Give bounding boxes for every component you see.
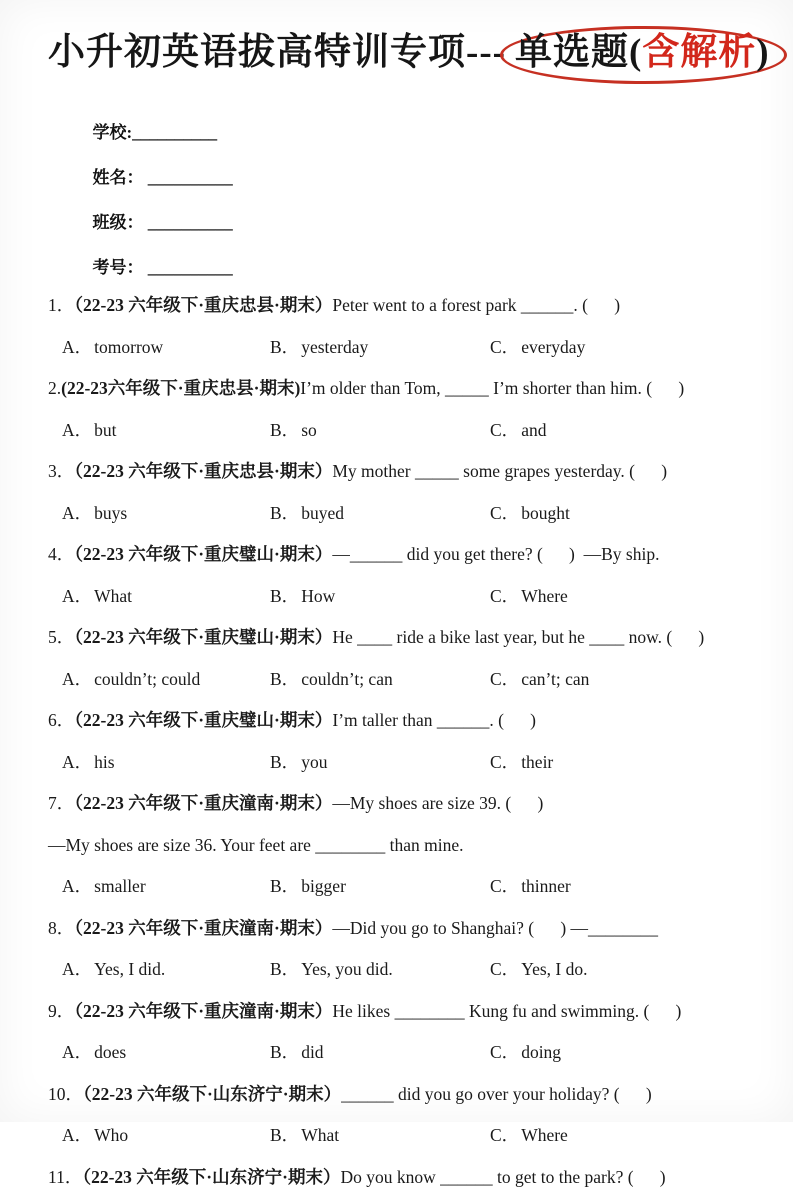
option-text: bought bbox=[521, 502, 570, 523]
options-row bbox=[48, 1041, 751, 1063]
option-letter: C． bbox=[490, 1042, 520, 1063]
question-source: （22-23 六年级下·重庆潼南·期末） bbox=[74, 793, 333, 814]
question-text: I’m taller than ______. ( ) bbox=[332, 710, 537, 731]
question-list bbox=[48, 294, 751, 1188]
question-text: My mother _____ some grapes yesterday. ( ) bbox=[332, 461, 668, 482]
option-text: Yes, you did. bbox=[301, 959, 393, 980]
options-row bbox=[48, 585, 751, 607]
option-letter: B． bbox=[270, 876, 300, 897]
question-line bbox=[48, 792, 751, 814]
question-block bbox=[48, 709, 751, 773]
option-text: buys bbox=[94, 502, 128, 523]
question-source: （22-23 六年级下·山东济宁·期末） bbox=[83, 1083, 342, 1104]
question-source: （22-23 六年级下·重庆忠县·期末） bbox=[74, 461, 333, 482]
info-field bbox=[93, 123, 218, 142]
option-letter: C． bbox=[490, 876, 520, 897]
question-line bbox=[48, 917, 751, 939]
info-field-label: 考号： bbox=[92, 258, 144, 278]
option-letter: A． bbox=[62, 585, 93, 606]
option bbox=[62, 1041, 270, 1063]
options-row bbox=[48, 751, 751, 773]
info-field-label: 学校: bbox=[92, 123, 133, 143]
question-block bbox=[48, 543, 751, 607]
info-field-blank: __________ bbox=[132, 123, 218, 143]
option bbox=[62, 336, 270, 358]
option-letter: B． bbox=[270, 751, 300, 772]
option bbox=[270, 668, 490, 690]
question-number: 6． bbox=[48, 710, 75, 731]
question-source: （22-23 六年级下·重庆忠县·期末） bbox=[74, 295, 333, 316]
question-text: He ____ ride a bike last year, but he ____ now. ( ) bbox=[332, 627, 705, 648]
title-red-ellipse bbox=[500, 26, 787, 84]
question-number: 9． bbox=[48, 1000, 75, 1021]
option-letter: C． bbox=[490, 502, 520, 523]
question-line bbox=[48, 543, 751, 565]
option-letter: B． bbox=[270, 1125, 300, 1146]
option-letter: A． bbox=[62, 1042, 93, 1063]
option-text: yesterday bbox=[301, 336, 369, 357]
option-text: tomorrow bbox=[94, 336, 164, 357]
option-text: can’t; can bbox=[521, 668, 590, 689]
option-text: their bbox=[521, 751, 554, 772]
option-text: What bbox=[301, 1125, 340, 1146]
option-letter: A． bbox=[62, 1125, 93, 1146]
option-text: his bbox=[94, 751, 115, 772]
option-letter: C． bbox=[490, 419, 520, 440]
option-text: couldn’t; could bbox=[94, 668, 201, 689]
option-text: What bbox=[94, 585, 133, 606]
options-row bbox=[48, 336, 751, 358]
option-letter: B． bbox=[270, 585, 300, 606]
option-letter: B． bbox=[270, 959, 300, 980]
option bbox=[490, 1041, 751, 1063]
option-text: Who bbox=[94, 1125, 129, 1146]
info-field bbox=[93, 258, 233, 277]
option-letter: C． bbox=[490, 336, 520, 357]
question-line bbox=[48, 1083, 751, 1105]
question-number: 5． bbox=[48, 627, 75, 648]
question-number: 7． bbox=[48, 793, 75, 814]
options-row bbox=[48, 502, 751, 524]
question-number: 4． bbox=[48, 544, 75, 565]
question-number: 3． bbox=[48, 461, 75, 482]
question-source: （22-23 六年级下·重庆璧山·期末） bbox=[74, 710, 333, 731]
option-text: Yes, I did. bbox=[94, 959, 166, 980]
option bbox=[270, 502, 490, 524]
option-letter: C． bbox=[490, 751, 520, 772]
info-field-label: 班级： bbox=[92, 213, 144, 233]
option bbox=[270, 958, 490, 980]
question-block bbox=[48, 460, 751, 524]
option-letter: C． bbox=[490, 668, 520, 689]
question-block bbox=[48, 1166, 751, 1188]
option-letter: C． bbox=[490, 1125, 520, 1146]
option-text: How bbox=[301, 585, 336, 606]
question-source: （22-23 六年级下·重庆潼南·期末） bbox=[74, 917, 333, 938]
option bbox=[490, 875, 751, 897]
options-row bbox=[48, 958, 751, 980]
question-number: 10． bbox=[48, 1083, 83, 1104]
options-row bbox=[48, 1124, 751, 1146]
title-circled-red-text: 含解析 bbox=[642, 32, 757, 73]
option bbox=[490, 336, 751, 358]
question-source: （22-23 六年级下·重庆潼南·期末） bbox=[74, 1000, 333, 1021]
option-text: so bbox=[301, 419, 317, 440]
question-line bbox=[48, 1166, 751, 1188]
option-letter: A． bbox=[62, 419, 93, 440]
question-block bbox=[48, 792, 751, 897]
option bbox=[270, 336, 490, 358]
question-line bbox=[48, 294, 751, 316]
option bbox=[270, 419, 490, 441]
option-text: Where bbox=[521, 585, 568, 606]
options-row bbox=[48, 668, 751, 690]
option-text: Where bbox=[521, 1125, 568, 1146]
option bbox=[62, 668, 270, 690]
option bbox=[270, 1124, 490, 1146]
option bbox=[62, 751, 270, 773]
question-text: —Did you go to Shanghai? ( ) —________ bbox=[332, 917, 659, 938]
question-text: Peter went to a forest park ______. ( ) bbox=[332, 295, 621, 316]
option-text: does bbox=[94, 1042, 127, 1063]
question-text: I’m older than Tom, _____ I’m shorter than him. ( ) bbox=[300, 378, 685, 399]
option-letter: B． bbox=[270, 502, 300, 523]
option bbox=[490, 585, 751, 607]
info-field bbox=[93, 168, 233, 187]
option-text: doing bbox=[521, 1042, 562, 1063]
question-line bbox=[48, 1000, 751, 1022]
option bbox=[490, 751, 751, 773]
question-block bbox=[48, 294, 751, 358]
question-source: (22-23六年级下·重庆忠县·期末) bbox=[61, 378, 301, 399]
question-line bbox=[48, 709, 751, 731]
question-continuation: —My shoes are size 36. Your feet are ________ than mine. bbox=[48, 834, 464, 855]
option-letter: C． bbox=[490, 585, 520, 606]
title-prefix: 小升初英语拔高特训专项--- bbox=[48, 32, 506, 73]
question-number: 2. bbox=[48, 378, 62, 399]
option bbox=[62, 958, 270, 980]
option-text: but bbox=[94, 419, 117, 440]
option bbox=[490, 502, 751, 524]
option-letter: A． bbox=[62, 502, 93, 523]
option-text: and bbox=[521, 419, 547, 440]
option bbox=[62, 419, 270, 441]
option-text: bigger bbox=[301, 876, 346, 897]
option-text: buyed bbox=[301, 502, 344, 523]
option-letter: A． bbox=[62, 959, 93, 980]
question-block bbox=[48, 1000, 751, 1064]
option-letter: B． bbox=[270, 1042, 300, 1063]
option-text: smaller bbox=[94, 876, 146, 897]
option bbox=[62, 502, 270, 524]
title-circled-close: ) bbox=[756, 32, 770, 73]
option bbox=[62, 1124, 270, 1146]
info-field-label: 姓名： bbox=[92, 168, 144, 188]
option bbox=[490, 1124, 751, 1146]
info-field-blank: __________ bbox=[143, 258, 233, 278]
question-source: （22-23 六年级下·重庆璧山·期末） bbox=[74, 544, 333, 565]
option bbox=[62, 585, 270, 607]
option bbox=[270, 751, 490, 773]
option-text: you bbox=[301, 751, 328, 772]
question-block bbox=[48, 1083, 751, 1147]
option bbox=[270, 585, 490, 607]
question-source: （22-23 六年级下·重庆璧山·期末） bbox=[74, 627, 333, 648]
question-text: —______ did you get there? ( ) —By ship. bbox=[332, 544, 660, 565]
option bbox=[62, 875, 270, 897]
option-text: did bbox=[301, 1042, 324, 1063]
option-letter: C． bbox=[490, 959, 520, 980]
options-row bbox=[48, 875, 751, 897]
question-number: 11． bbox=[48, 1166, 83, 1187]
option-letter: A． bbox=[62, 876, 93, 897]
question-number: 1． bbox=[48, 295, 75, 316]
student-info-line bbox=[48, 98, 751, 278]
options-row bbox=[48, 419, 751, 441]
option bbox=[270, 1041, 490, 1063]
option-letter: B． bbox=[270, 668, 300, 689]
option bbox=[270, 875, 490, 897]
title-circled-text: 单选题( bbox=[514, 32, 643, 73]
question-line bbox=[48, 460, 751, 482]
option bbox=[490, 958, 751, 980]
option-letter: A． bbox=[62, 336, 93, 357]
question-text: Do you know ______ to get to the park? ( ) bbox=[340, 1166, 666, 1187]
question-text: —My shoes are size 39. ( ) bbox=[332, 793, 544, 814]
question-number: 8． bbox=[48, 917, 75, 938]
option bbox=[490, 668, 751, 690]
question-text: He likes ________ Kung fu and swimming. ( ) bbox=[332, 1000, 682, 1021]
info-field-blank: __________ bbox=[143, 213, 233, 233]
option-letter: B． bbox=[270, 419, 300, 440]
question-line bbox=[48, 626, 751, 648]
question-block bbox=[48, 917, 751, 981]
page-title bbox=[48, 26, 770, 84]
question-source: （22-23 六年级下·山东济宁·期末） bbox=[82, 1166, 341, 1187]
option-text: couldn’t; can bbox=[301, 668, 393, 689]
info-field-blank: __________ bbox=[143, 168, 233, 188]
option bbox=[490, 419, 751, 441]
option-letter: A． bbox=[62, 751, 93, 772]
question-line bbox=[48, 377, 751, 399]
question-text: ______ did you go over your holiday? ( ) bbox=[341, 1083, 652, 1104]
option-text: everyday bbox=[521, 336, 586, 357]
question-block bbox=[48, 377, 751, 441]
option-letter: A． bbox=[62, 668, 93, 689]
question-block bbox=[48, 626, 751, 690]
option-text: thinner bbox=[521, 876, 571, 897]
option-text: Yes, I do. bbox=[521, 959, 588, 980]
info-field bbox=[93, 213, 233, 232]
option-letter: B． bbox=[270, 336, 300, 357]
